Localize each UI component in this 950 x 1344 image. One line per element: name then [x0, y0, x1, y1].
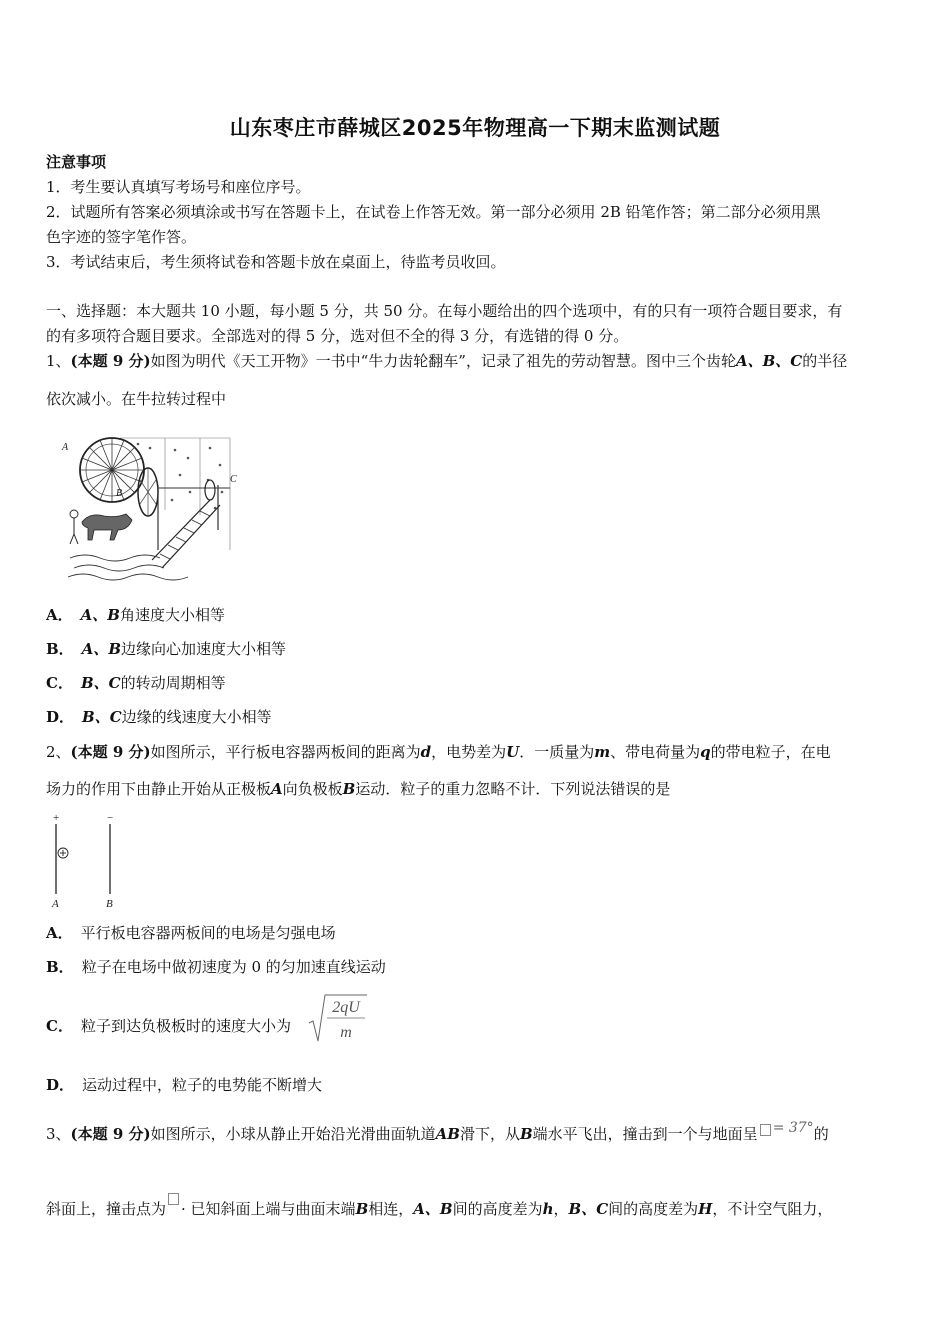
notice-item-2: 2．试题所有答案必须填涂或书写在答题卡上，在试卷上作答无效。第一部分必须用 2B 铅笔作答；第二部分必须用黑 — [46, 203, 821, 221]
q1-figure-ox-waterwheel — [60, 430, 240, 585]
q2-sqrt-formula — [307, 991, 369, 1045]
q2-plus-sign: + — [53, 812, 60, 824]
q2-option-d: D． 运动过程中，粒子的电势能不断增大 — [46, 1076, 323, 1094]
q2-formula-numerator: 2qU — [332, 999, 360, 1016]
q1-score: (本题 9 分) — [70, 352, 151, 370]
q2-option-c: C． 粒子到达负极板时的速度大小为 — [46, 1017, 291, 1035]
q3-missing-glyph-theta — [760, 1124, 771, 1136]
q1-option-b: B． A、B边缘向心加速度大小相等 — [46, 640, 287, 658]
q2-stem-line2: 场力的作用下由静止开始从正极板A向负极板B运动．粒子的重力忽略不计．下列说法错误的是 — [46, 780, 671, 798]
q1-number: 1、 — [46, 352, 71, 370]
q1-stem-line2: 依次减小。在牛拉转过程中 — [46, 390, 227, 408]
q1-option-c: C． B、C的转动周期相等 — [46, 674, 226, 692]
q3-stem-line1: 3、(本题 9 分)如图所示，小球从静止开始沿光滑曲面轨道AB滑下，从B端水平飞出，撞击到一个与地面呈 = 37°的 — [46, 1120, 829, 1143]
q1-figure-label-c: C — [230, 474, 237, 485]
notice-item-2-cont: 色字迹的签字笔作答。 — [46, 228, 197, 246]
q1-text-b: 的半径 — [802, 352, 848, 370]
q2-option-b: B． 粒子在电场中做初速度为 0 的匀加速直线运动 — [46, 958, 386, 976]
q2-minus-sign: − — [107, 812, 114, 824]
notice-item-1: 1．考生要认真填写考场号和座位序号。 — [46, 178, 311, 196]
q1-stem-line1 — [46, 351, 847, 371]
q1-option-d: D． B、C边缘的线速度大小相等 — [46, 708, 272, 726]
q2-label-a: A — [52, 898, 59, 910]
q1-text-a: 如图为明代《天工开物》一书中“牛力齿轮翻车”，记录了祖先的劳动智慧。图中三个齿轮 — [150, 352, 736, 370]
q1-figure-label-b: B — [116, 488, 123, 499]
q3-missing-glyph-point — [168, 1193, 179, 1205]
q1-option-a: A． A、B角速度大小相等 — [46, 606, 225, 624]
section-instructions-1: 一、选择题：本大题共 10 小题，每小题 5 分，共 50 分。在每小题给出的四个选项中，有的只有一项符合题目要求，有 — [46, 302, 843, 320]
q2-option-a: A． 平行板电容器两板间的电场是匀强电场 — [46, 924, 336, 942]
section-instructions-2: 的有多项符合题目要求。全部选对的得 5 分，选对但不全的得 3 分，有选错的得 0 分。 — [46, 327, 629, 345]
page-title: 山东枣庄市薛城区2025年物理高一下期末监测试题 — [229, 116, 721, 140]
q3-stem-line2: 斜面上，撞击点为 · 已知斜面上端与曲面末端B相连，A、B间的高度差为h，B、C间的高度差为H，不计空气阻力， — [46, 1199, 832, 1219]
notice-item-3: 3．考试结束后，考生须将试卷和答题卡放在桌面上，待监考员收回。 — [46, 253, 506, 271]
q2-figure-capacitor — [46, 810, 136, 912]
q1-vars: A、B、C — [735, 352, 803, 370]
q1-figure-label-a: A — [62, 442, 69, 453]
notice-heading: 注意事项 — [46, 153, 107, 171]
q2-label-b: B — [106, 898, 113, 910]
q2-stem-line1: 2、(本题 9 分)如图所示，平行板电容器两板间的距离为d，电势差为U．一质量为m、带电荷量为q的带电粒子，在电 — [46, 743, 831, 761]
q2-formula-denominator: m — [340, 1024, 352, 1041]
q3-angle: = 37° — [772, 1120, 814, 1136]
